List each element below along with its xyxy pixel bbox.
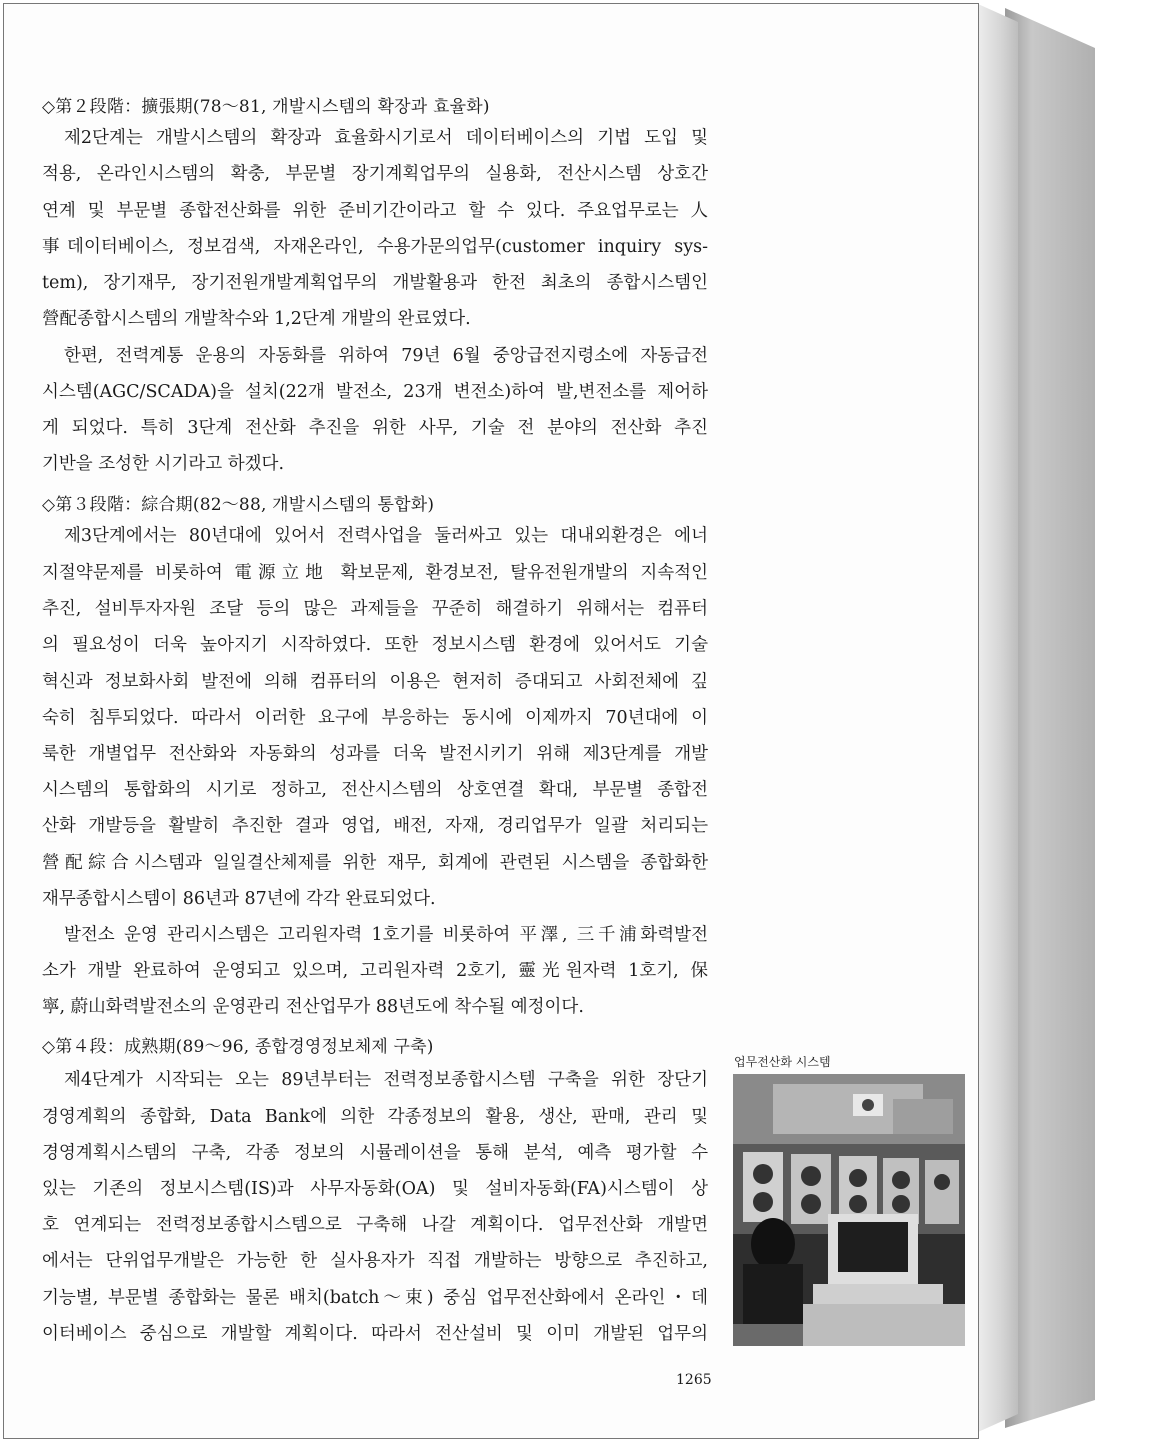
para-line: 연계 및 부문별 종합전산화를 위한 준비기간이라고 할 수 있다. 주요업무로는 人	[42, 201, 708, 221]
para-line: 추진, 설비투자자원 조달 등의 많은 과제들을 꾸준히 해결하기 위해서는 컴퓨터	[42, 599, 708, 619]
para-line: 소가 개발 완료하여 운영되고 있으며, 고리원자력 2호기, 靈光원자력 1호기, 保	[42, 961, 708, 981]
heading-stage2: ◇第２段階：擴張期(78～81, 개발시스템의 확장과 효율화)	[42, 97, 490, 117]
para-line: 이터베이스 중심으로 개발할 계획이다. 따라서 전산설비 및 이미 개발된 업무의	[42, 1324, 708, 1344]
para-line: 시스템(AGC/SCADA)을 설치(22개 발전소, 23개 변전소)하여 발,변전소를 제어하	[42, 382, 708, 402]
para-line: 숙히 침투되었다. 따라서 이러한 요구에 부응하는 동시에 이제까지 70년대에 이	[42, 708, 708, 728]
para-line: 제3단계에서는 80년대에 있어서 전력사업을 둘러싸고 있는 대내외환경은 에너	[64, 526, 708, 546]
para-line: 한편, 전력계통 운용의 자동화를 위하여 79년 6월 중앙급전지령소에 자동급전	[64, 346, 708, 366]
para-line: 제4단계가 시작되는 오는 89년부터는 전력정보종합시스템 구축을 위한 장단기	[64, 1070, 708, 1090]
para-line: 적용, 온라인시스템의 확충, 부문별 장기계획업무의 실용화, 전산시스템 상호간	[42, 164, 708, 184]
para-line: 시스템의 통합화의 시기로 정하고, 전산시스템의 상호연결 확대, 부문별 종합전	[42, 780, 708, 800]
heading-stage3: ◇第３段階：綜合期(82～88, 개발시스템의 통합화)	[42, 495, 435, 515]
para-line: 營配종합시스템의 개발착수와 1,2단계 개발의 완료였다.	[42, 309, 471, 329]
para-line: 게 되었다. 특히 3단계 전산화 추진을 위한 사무, 기술 전 분야의 전산화 추진	[42, 418, 708, 438]
para-line: 룩한 개별업무 전산화와 자동화의 성과를 더욱 발전시키기 위해 제3단계를 개발	[42, 744, 708, 764]
figure-caption: 업무전산화 시스템	[734, 1055, 831, 1069]
page-number: 1265	[676, 1372, 712, 1388]
para-line: 있는 기존의 정보시스템(IS)과 사무자동화(OA) 및 설비자동화(FA)시스템이 상	[42, 1179, 708, 1199]
para-line: 제2단계는 개발시스템의 확장과 효율화시기로서 데이터베이스의 기법 도입 및	[64, 128, 708, 148]
book-edge-back	[1005, 8, 1095, 1428]
para-line: 재무종합시스템이 86년과 87년에 각각 완료되었다.	[42, 889, 436, 909]
para-line: 호 연계되는 전력정보종합시스템으로 구축해 나갈 계획이다. 업무전산화 개발면	[42, 1215, 708, 1235]
para-line: 에서는 단위업무개발은 가능한 한 실사용자가 직접 개발하는 방향으로 추진하고,	[42, 1251, 708, 1271]
page-sheet	[3, 3, 979, 1439]
heading-stage4: ◇第４段：成熟期(89～96, 종합경영정보체제 구축)	[42, 1037, 434, 1057]
para-line: 기능별, 부문별 종합화는 물론 배치(batch～束) 중심 업무전산화에서 온라인・데	[42, 1288, 708, 1308]
para-line: tem), 장기재무, 장기전원개발계획업무의 개발활용과 한전 최초의 종합시스템인	[42, 273, 708, 293]
para-line: 기반을 조성한 시기라고 하겠다.	[42, 454, 285, 474]
para-line: 의 필요성이 더욱 높아지기 시작하였다. 또한 정보시스템 환경에 있어서도 기술	[42, 635, 708, 655]
para-line: 事데이터베이스, 정보검색, 자재온라인, 수용가문의업무(customer inquiry sys-	[42, 237, 708, 257]
para-line: 발전소 운영 관리시스템은 고리원자력 1호기를 비롯하여 平澤, 三千浦화력발전	[64, 925, 708, 945]
book-edge-mid	[978, 4, 1018, 1432]
para-line: 寧, 蔚山화력발전소의 운영관리 전산업무가 88년도에 착수될 예정이다.	[42, 997, 584, 1017]
para-line: 경영계획시스템의 구축, 각종 정보의 시뮬레이션을 통해 분석, 예측 평가할 수	[42, 1143, 708, 1163]
para-line: 지절약문제를 비롯하여 電源立地 확보문제, 환경보전, 탈유전원개발의 지속적인	[42, 563, 708, 583]
para-line: 경영계획의 종합화, Data Bank에 의한 각종정보의 활용, 생산, 판매, 관리 및	[42, 1107, 708, 1127]
computer-room-photo	[733, 1074, 965, 1346]
para-line: 營配綜合시스템과 일일결산체제를 위한 재무, 회계에 관련된 시스템을 종합화한	[42, 853, 708, 873]
para-line: 혁신과 정보화사회 발전에 의해 컴퓨터의 이용은 현저히 증대되고 사회전체에 깊	[42, 672, 708, 692]
para-line: 산화 개발등을 활발히 추진한 결과 영업, 배전, 자재, 경리업무가 일괄 처리되는	[42, 816, 708, 836]
